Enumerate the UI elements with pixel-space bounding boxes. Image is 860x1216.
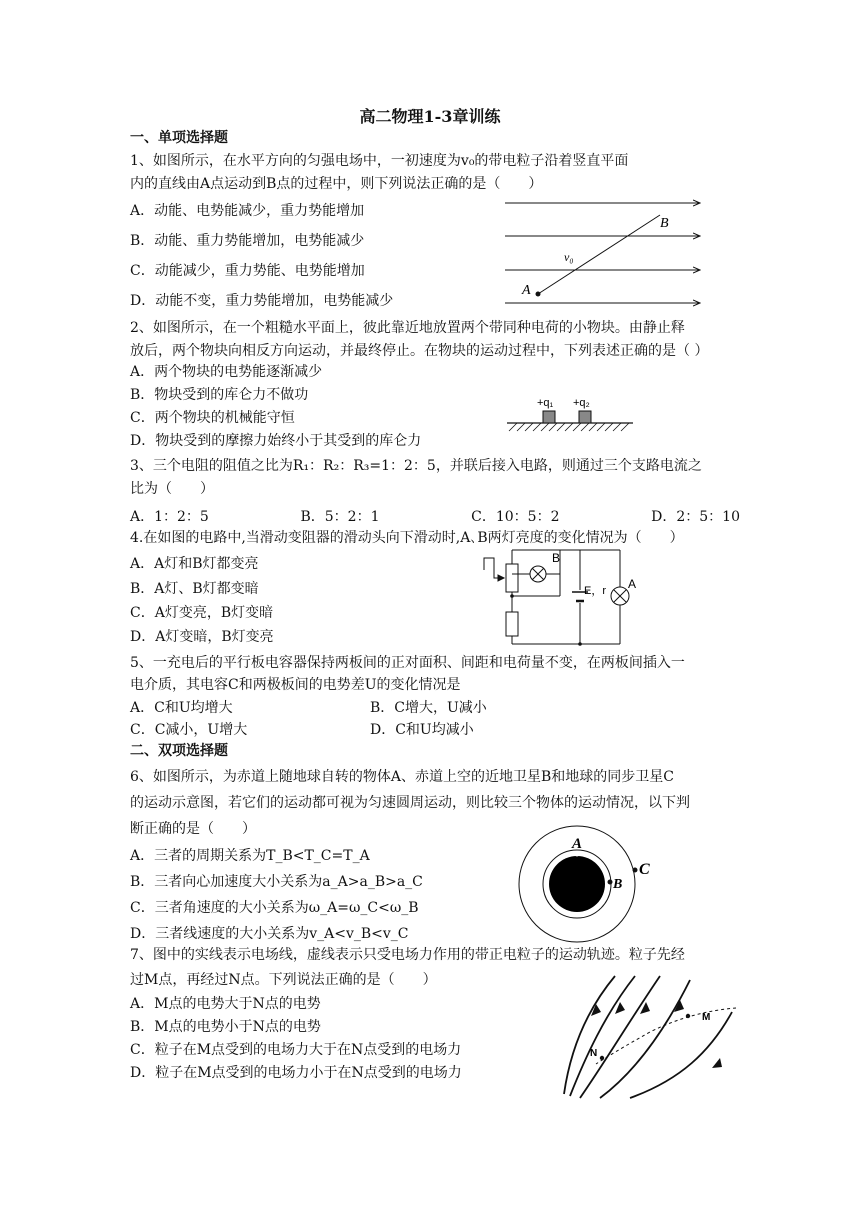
lamp-b-label: B bbox=[552, 551, 561, 565]
label-c: C bbox=[639, 861, 650, 878]
block-q1 bbox=[543, 411, 555, 423]
q5-options-row2 bbox=[130, 719, 610, 739]
q1-field-diagram bbox=[500, 195, 710, 315]
q3-stem-line2: 比为（ ） bbox=[130, 481, 214, 497]
q5-option-c: C．C减小，U增大 bbox=[130, 722, 248, 738]
trajectory bbox=[596, 1008, 736, 1064]
q3-options bbox=[130, 506, 740, 526]
q1-option-c: C．动能减少，重力势能、电势能增加 bbox=[130, 263, 365, 279]
q3-option-c: C．10：5：2 bbox=[471, 509, 560, 525]
q1-stem-line1: 1、如图所示，在水平方向的匀强电场中，一初速度为v₀的带电粒子沿着竖直平面 bbox=[130, 153, 629, 169]
q6-stem-line1: 6、如图所示，为赤道上随地球自转的物体A、赤道上空的近地卫星B和地球的同步卫星C bbox=[130, 769, 675, 785]
page-title: 高二物理1-3章训练 bbox=[359, 107, 501, 126]
q7-stem-line2: 过M点，再经过N点。下列说法正确的是（ ） bbox=[130, 972, 437, 988]
point-a bbox=[575, 852, 580, 857]
ground-hatching bbox=[509, 423, 629, 431]
q5-options-row1 bbox=[130, 697, 610, 717]
trajectory-line bbox=[538, 215, 660, 294]
q2-option-a: A．两个物块的电势能逐渐减少 bbox=[130, 364, 323, 380]
label-m: M bbox=[702, 1012, 711, 1023]
rheostat bbox=[506, 564, 518, 592]
velocity-label: v₀ bbox=[564, 250, 574, 264]
q5-stem-line1: 5、一充电后的平行板电容器保持两板间的正对面积、间距和电荷量不变，在两板间插入一 bbox=[130, 655, 685, 671]
q4-option-b: B．A灯、B灯都变暗 bbox=[130, 581, 259, 597]
q6-option-c: C．三者角速度的大小关系为ω_A=ω_C<ω_B bbox=[130, 900, 419, 916]
q7-stem-line1: 7、图中的实线表示电场线，虚线表示只受电场力作用的带正电粒子的运动轨迹。粒子先经 bbox=[130, 947, 685, 963]
q4-option-a: A．A灯和B灯都变亮 bbox=[130, 556, 259, 572]
q1-option-b: B．动能、重力势能增加，电势能减少 bbox=[130, 233, 365, 249]
q2-option-b: B．物块受到的库仑力不做功 bbox=[130, 387, 309, 403]
rheostat-slider bbox=[484, 558, 504, 578]
q6-stem-line3: 断正确的是（ ） bbox=[130, 821, 256, 837]
q6-option-d: D．三者线速度的大小关系为v_A<v_B<v_C bbox=[130, 926, 409, 942]
q3-stem-line1: 3、三个电阻的阻值之比为R₁：R₂：R₃=1：2：5，并联后接入电路，则通过三个支路电流之 bbox=[130, 458, 702, 474]
q4-option-d: D．A灯变暗，B灯变亮 bbox=[130, 629, 274, 645]
q7-option-a: A．M点的电势大于N点的电势 bbox=[130, 996, 321, 1012]
q7-field-diagram bbox=[560, 972, 740, 1100]
q2-blocks-diagram bbox=[505, 395, 635, 435]
q5-option-d: D．C和U均减小 bbox=[370, 722, 474, 738]
label-n: N bbox=[590, 1048, 598, 1059]
q2-stem-line2: 放后，两个物块向相反方向运动，并最终停止。在物块的运动过程中，下列表述正确的是（ ） bbox=[130, 343, 709, 359]
source-label: E，r bbox=[584, 585, 606, 597]
point-m bbox=[686, 1014, 690, 1018]
q6-option-b: B．三者向心加速度大小关系为a_A>a_B>a_C bbox=[130, 874, 423, 890]
q1-option-d: D．动能不变，重力势能增加，电势能减少 bbox=[130, 293, 394, 309]
q3-option-d: D．2：5：10 bbox=[651, 509, 740, 525]
q2-option-c: C．两个物块的机械能守恒 bbox=[130, 410, 295, 426]
section-single-choice: 一、单项选择题 bbox=[130, 130, 228, 146]
q5-stem-line2: 电介质，其电容C和两极板间的电势差U的变化情况是 bbox=[130, 677, 461, 693]
q1-stem-line2: 内的直线由A点运动到B点的过程中，则下列说法正确的是（ ） bbox=[130, 176, 543, 192]
q2-stem-line1: 2、如图所示，在一个粗糙水平面上，彼此靠近地放置两个带同种电荷的小物块。由静止释 bbox=[130, 320, 685, 336]
q4-circuit-diagram bbox=[480, 548, 650, 648]
q7-option-c: C．粒子在M点受到的电场力大于在N点受到的电场力 bbox=[130, 1042, 462, 1058]
q1-option-a: A．动能、电势能减少，重力势能增加 bbox=[130, 203, 365, 219]
field-lines bbox=[505, 203, 700, 303]
point-a-dot bbox=[536, 292, 541, 297]
point-a-label: A bbox=[522, 283, 531, 298]
point-b bbox=[608, 880, 613, 885]
point-b-label: B bbox=[660, 216, 669, 231]
block-q2 bbox=[579, 411, 591, 423]
q3-option-a: A．1：2：5 bbox=[130, 509, 209, 525]
point-c bbox=[633, 868, 638, 873]
block-q1-label: +q₁ bbox=[537, 397, 554, 409]
q4-stem-line1: 4.在如图的电路中,当滑动变阻器的滑动头向下滑动时,A､B两灯亮度的变化情况为（ ） bbox=[130, 530, 684, 546]
lamp-a-label: A bbox=[628, 577, 637, 591]
q7-option-d: D．粒子在M点受到的电场力小于在N点受到的电场力 bbox=[130, 1065, 462, 1081]
q3-option-b: B．5：2：1 bbox=[300, 509, 380, 525]
section-double-choice: 二、双项选择题 bbox=[130, 743, 228, 759]
q6-stem-line2: 的运动示意图，若它们的运动都可视为匀速圆周运动，则比较三个物体的运动情况，以下判 bbox=[130, 795, 690, 811]
q6-orbit-diagram bbox=[520, 822, 660, 946]
block-q2-label: +q₂ bbox=[573, 397, 590, 409]
q4-option-c: C．A灯变亮，B灯变暗 bbox=[130, 605, 274, 621]
q5-option-a: A．C和U均增大 bbox=[130, 700, 233, 716]
label-a: A bbox=[572, 836, 583, 852]
q2-option-d: D．物块受到的摩擦力始终小于其受到的库仑力 bbox=[130, 433, 422, 449]
q7-option-b: B．M点的电势小于N点的电势 bbox=[130, 1019, 321, 1035]
point-n bbox=[600, 1056, 604, 1060]
q5-option-b: B．C增大，U减小 bbox=[370, 700, 487, 716]
label-b: B bbox=[613, 877, 623, 892]
resistor bbox=[506, 612, 518, 636]
earth bbox=[549, 856, 605, 912]
field-lines bbox=[564, 976, 732, 1098]
q6-option-a: A．三者的周期关系为T_B<T_C=T_A bbox=[130, 848, 370, 864]
